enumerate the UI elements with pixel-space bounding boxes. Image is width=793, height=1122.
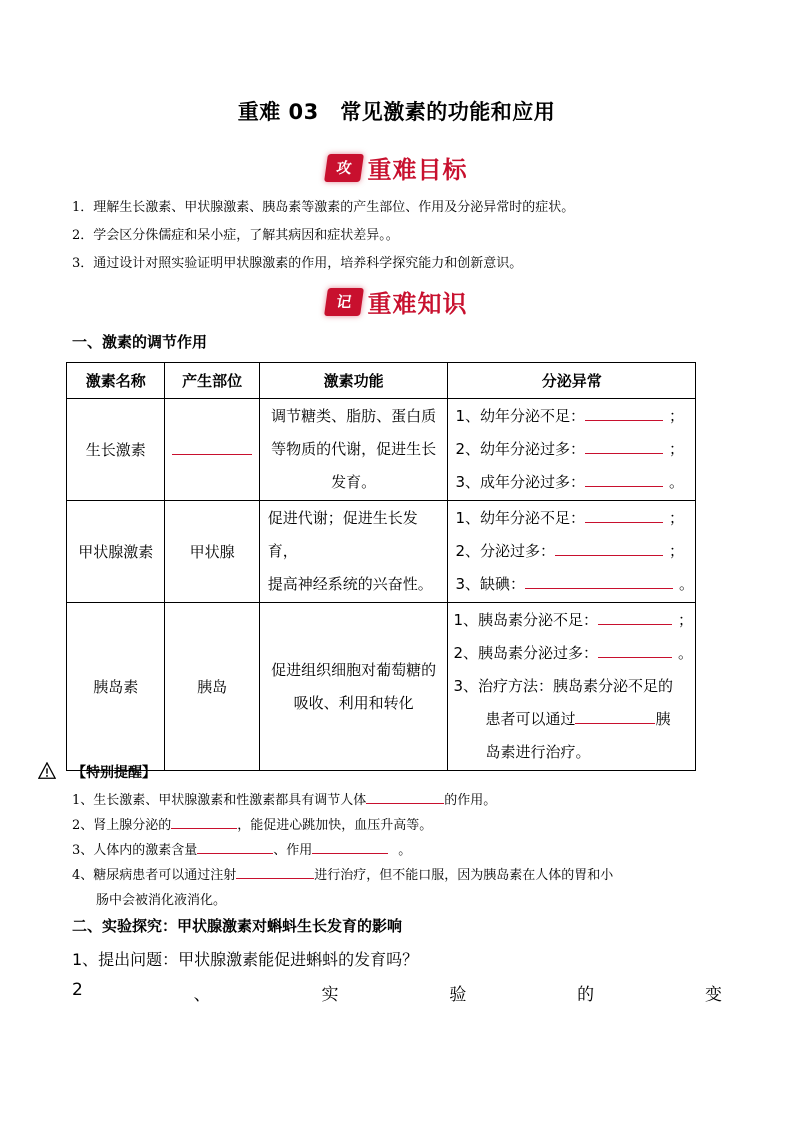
header-cell: 分泌异常: [448, 363, 696, 399]
table-header-row: [67, 363, 696, 399]
answer-blank[interactable]: [555, 541, 663, 556]
abnormal-label: 1、幼年分泌不足：: [455, 509, 585, 527]
reminder-text: 进行治疗，但不能口服，因为胰岛素在人体的胃和小: [314, 868, 614, 883]
abnormal-label: 3、成年分泌过多：: [455, 473, 585, 491]
abnormal-label: 1、胰岛素分泌不足：: [453, 611, 598, 629]
function-line: 促进代谢；促进生长发育，: [267, 509, 418, 560]
reminder-text: 、作用: [273, 843, 313, 858]
reminder-item: [72, 839, 411, 858]
justified-char: 的: [577, 985, 595, 1005]
badge-ji: 记: [324, 288, 364, 316]
goal-item: 3．通过设计对照实验证明甲状腺激素的作用，培养科学探究能力和创新意识。: [72, 256, 523, 271]
punct: ；: [668, 542, 684, 560]
banner-knowledge: [0, 284, 793, 319]
hormone-table: [66, 362, 696, 771]
punct: ；: [668, 407, 684, 425]
justified-char: 、: [193, 985, 211, 1005]
function-line: 等物质的代谢，促进生长: [271, 440, 437, 458]
cell-name: 生长激素: [67, 399, 165, 501]
answer-blank[interactable]: [575, 709, 655, 724]
badge-gong: 攻: [324, 154, 364, 182]
cell-site: 胰岛: [165, 603, 259, 771]
justified-char: 变: [704, 985, 722, 1005]
answer-blank[interactable]: [525, 574, 673, 589]
function-line: 提高神经系统的兴奋性。: [267, 575, 433, 593]
section-heading: 一、激素的调节作用: [72, 333, 208, 351]
reminder-text: ，能促进心跳加快，血压升高等。: [237, 818, 433, 833]
cell-site: [165, 399, 259, 501]
reminder-text: 。: [398, 843, 412, 858]
reminder-item: [72, 789, 496, 808]
reminder-item: 肠中会被消化液消化。: [96, 893, 227, 908]
cell-site: 甲状腺: [165, 501, 259, 603]
banner-goals-text: 重难目标: [367, 156, 468, 184]
function-line: 调节糖类、脂肪、蛋白质: [271, 407, 437, 425]
reminder-text: 4、糖尿病患者可以通过注射: [72, 868, 237, 883]
answer-blank[interactable]: [366, 789, 444, 804]
reminder-item: [72, 864, 613, 883]
justified-char: 2: [72, 980, 83, 1000]
punct: ；: [668, 509, 684, 527]
banner-knowledge-text: 重难知识: [367, 290, 468, 318]
answer-blank[interactable]: [585, 439, 663, 454]
reminder-title: 【特别提醒】: [72, 765, 156, 781]
page-title: 重难 03 常见激素的功能和应用: [237, 100, 556, 124]
answer-blank[interactable]: [585, 472, 663, 487]
table-row: [67, 603, 696, 771]
abnormal-label: 患者可以通过: [485, 710, 576, 728]
answer-blank[interactable]: [585, 406, 663, 421]
answer-blank[interactable]: [197, 839, 273, 854]
answer-blank[interactable]: [312, 839, 388, 854]
cell-abnormal: [448, 603, 696, 771]
abnormal-label: 2、幼年分泌过多：: [455, 440, 585, 458]
punct: ；: [677, 611, 693, 629]
header-cell: 激素名称: [67, 363, 165, 399]
cell-function: [259, 399, 448, 501]
answer-blank[interactable]: [172, 440, 252, 455]
reminder-text: 2、肾上腺分泌的: [72, 818, 172, 833]
banner-goals: [0, 150, 793, 185]
justified-char: 实: [321, 985, 339, 1005]
answer-blank[interactable]: [171, 814, 237, 829]
punct: 。: [678, 575, 694, 593]
question-2: [72, 980, 722, 1005]
table-row: [67, 399, 696, 501]
function-line: 吸收、利用和转化: [293, 693, 414, 712]
reminder-text: 3、人体内的激素含量: [72, 843, 198, 858]
reminder-item: [72, 814, 432, 833]
justified-char: 验: [449, 985, 467, 1005]
answer-blank[interactable]: [598, 610, 672, 625]
section-heading: 二、实验探究：甲状腺激素对蝌蚪生长发育的影响: [72, 917, 403, 935]
punct: ；: [668, 440, 684, 458]
goal-item: 1．理解生长激素、甲状腺激素、胰岛素等激素的产生部位、作用及分泌异常时的症状。: [72, 200, 575, 215]
function-line: 促进组织细胞对葡萄糖的: [271, 660, 437, 679]
answer-blank[interactable]: [585, 508, 663, 523]
cell-name: 甲状腺激素: [67, 501, 165, 603]
abnormal-label: 2、胰岛素分泌过多：: [453, 644, 598, 662]
cell-abnormal: [448, 501, 696, 603]
question-1: 1、提出问题：甲状腺激素能促进蝌蚪的发育吗？: [72, 950, 419, 969]
cell-function: [259, 501, 448, 603]
abnormal-label: 2、分泌过多：: [455, 542, 555, 560]
answer-blank[interactable]: [236, 864, 314, 879]
header-cell: 激素功能: [259, 363, 448, 399]
reminder-text: 的作用。: [444, 793, 497, 808]
abnormal-label: 3、治疗方法：胰岛素分泌不足的: [453, 677, 673, 695]
goal-item: 2．学会区分侏儒症和呆小症，了解其病因和症状差异。。: [72, 228, 399, 243]
warning-icon: [38, 762, 56, 780]
table-row: [67, 501, 696, 603]
answer-blank[interactable]: [598, 643, 672, 658]
function-line: 发育。: [331, 473, 377, 491]
abnormal-label: 岛素进行治疗。: [485, 743, 591, 761]
punct: 。: [668, 473, 684, 491]
cell-abnormal: [448, 399, 696, 501]
reminder-text: 1、生长激素、甲状腺激素和性激素都具有调节人体: [72, 793, 367, 808]
abnormal-label: 胰: [655, 710, 671, 728]
cell-function: [259, 603, 448, 771]
punct: 。: [677, 644, 693, 662]
header-cell: 产生部位: [165, 363, 259, 399]
cell-name: 胰岛素: [67, 603, 165, 771]
abnormal-label: 3、缺碘：: [455, 575, 525, 593]
abnormal-label: 1、幼年分泌不足：: [455, 407, 585, 425]
